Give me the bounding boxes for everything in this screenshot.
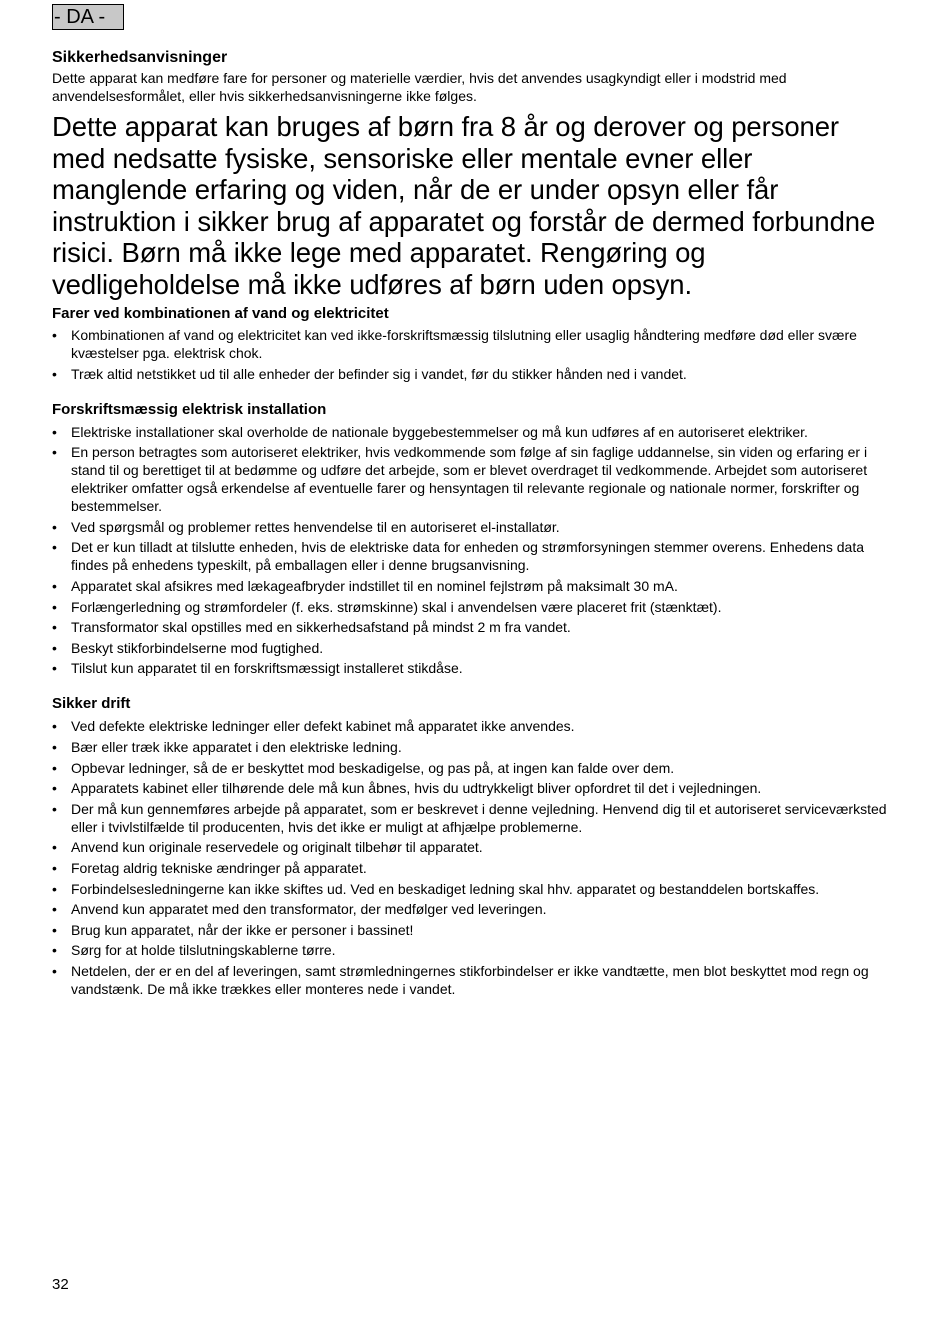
bullet-icon: •	[52, 639, 57, 656]
list-item: • Apparatet skal afsikres med lækageafbryder indstillet til en nominel fejlstrøm på maksimalt 30 mA.	[52, 577, 678, 594]
list-item: • Elektriske installationer skal overholde de nationale byggebestemmelser og må kun udføres af en autoriseret elektriker.	[52, 423, 808, 440]
bullet-icon: •	[52, 619, 57, 636]
bullet-icon: •	[52, 660, 57, 677]
child-safety-warning: Dette apparat kan bruges af børn fra 8 år og derover og personer med nedsatte fysiske, sensoriske eller mentale evner eller manglende erfaring og viden, når de er under opsyn eller får instruktion i sikker brug af apparatet og forstår de dermed forbundne risici. Børn må ikke lege med apparatet. Rengøring og vedligeholdelse må ikke udføres af børn uden opsyn.	[52, 111, 876, 300]
page-number: 32	[52, 1276, 69, 1293]
bullet-icon: •	[52, 738, 57, 755]
bullet-icon: •	[52, 859, 57, 876]
bullet-icon: •	[52, 577, 57, 594]
bullet-icon: •	[52, 800, 57, 817]
intro-paragraph: Dette apparat kan medføre fare for personer og materielle værdier, hvis det anvendes usagkyndigt eller i modstrid med anvendelsesformålet, eller hvis sikkerhedsanvisningerne ikke følges.	[52, 70, 787, 104]
bullet-icon: •	[52, 539, 57, 556]
list-item: • Ved defekte elektriske ledninger eller defekt kabinet må apparatet ikke anvendes.	[52, 718, 575, 735]
section-title: Sikkerhedsanvisninger	[52, 49, 228, 66]
list-item: • Ved spørgsmål og problemer rettes henvendelse til en autoriseret el-installatør.	[52, 518, 560, 535]
list-item: • Bær eller træk ikke apparatet i den elektriske ledning.	[52, 738, 402, 755]
bullet-icon: •	[52, 942, 57, 959]
list-item: • Apparatets kabinet eller tilhørende dele må kun åbnes, hvis du udtrykkeligt bliver opfordret til det i vejledningen.	[52, 780, 762, 797]
bullet-icon: •	[52, 444, 57, 461]
list-item: • Forlængerledning og strømfordeler (f. eks. strømskinne) skal i anvendelsen være placeret frit (stænktæt).	[52, 598, 722, 615]
bullet-icon: •	[52, 423, 57, 440]
bullet-icon: •	[52, 365, 57, 382]
list-item: • Træk altid netstikket ud til alle enheder der befinder sig i vandet, før du stikker hånden ned i vandet.	[52, 365, 687, 382]
list-item: • Der må kun gennemføres arbejde på apparatet, som er beskrevet i denne vejledning. Henvend dig til et autoriseret serviceværksted eller i tvivlstilfælde til producenten, hvis det ikke er muligt at afhjælpe problemerne.	[52, 800, 887, 835]
bullet-icon: •	[52, 598, 57, 615]
section-safe-operation	[52, 694, 892, 998]
list-item: • Foretag aldrig tekniske ændringer på apparatet.	[52, 859, 367, 876]
language-tag: - DA -	[52, 4, 124, 30]
list-item: • Beskyt stikforbindelserne mod fugtighed.	[52, 639, 324, 656]
bullet-icon: •	[52, 780, 57, 797]
document-body	[52, 48, 892, 1000]
list-item: • Det er kun tilladt at tilslutte enheden, hvis de elektriske data for enheden og strømforsyningen stemmer overens. Enhedens data findes på enhedens typeskilt, på emballagen eller i denne brugsanvisning.	[52, 539, 864, 574]
section-heading: Farer ved kombinationen af vand og elektricitet	[52, 305, 389, 322]
section-heading: Forskriftsmæssig elektrisk installation	[52, 400, 327, 418]
bullet-list	[52, 423, 892, 678]
list-item: • Anvend kun apparatet med den transformator, der medfølger ved leveringen.	[52, 901, 547, 918]
bullet-icon: •	[52, 518, 57, 535]
list-item: • Anvend kun originale reservedele og originalt tilbehør til apparatet.	[52, 839, 483, 856]
bullet-icon: •	[52, 759, 57, 776]
list-item: • Sørg for at holde tilslutningskablerne tørre.	[52, 942, 336, 959]
list-item: • Forbindelsesledningerne kan ikke skiftes ud. Ved en beskadiget ledning skal hhv. apparatet og bestanddelen bortskaffes.	[52, 880, 820, 897]
bullet-icon: •	[52, 962, 57, 979]
section-heading: Sikker drift	[52, 695, 131, 713]
list-item: • Netdelen, der er en del af leveringen, samt strømledningernes stikforbindelser er ikke vandtætte, men blot beskyttet mod regn og vandstænk. De må ikke trækkes eller monteres nede i vandet.	[52, 962, 869, 997]
list-item: • Transformator skal opstilles med en sikkerhedsafstand på mindst 2 m fra vandet.	[52, 619, 571, 636]
bullet-list	[52, 717, 892, 998]
bullet-icon: •	[52, 921, 57, 938]
list-item: • Tilslut kun apparatet til en forskriftsmæssigt installeret stikdåse.	[52, 660, 463, 677]
bullet-icon: •	[52, 718, 57, 735]
bullet-icon: •	[52, 901, 57, 918]
bullet-icon: •	[52, 839, 57, 856]
list-item: • Brug kun apparatet, når der ikke er personer i bassinet!	[52, 921, 414, 938]
list-item: • Kombinationen af vand og elektricitet kan ved ikke-forskriftsmæssig tilslutning eller usaglig håndtering medføre død eller svære kvæstelser pga. elektrisk chok.	[52, 327, 857, 361]
list-item: • Opbevar ledninger, så de er beskyttet mod beskadigelse, og pas på, at ingen kan falde over dem.	[52, 759, 675, 776]
section-electrical-installation	[52, 400, 892, 678]
section-water-electricity	[52, 304, 892, 383]
bullet-list	[52, 326, 892, 383]
list-item: • En person betragtes som autoriseret elektriker, hvis vedkommende som følge af sin faglige uddannelse, sin viden og erfaring er i stand til og berettiget til at bedømme og udføre det arbejde, som er blevet overdraget til vedkommende. Arbejdet som autoriseret elektriker omfatter også erkendelse af eventuelle farer og hensyntagen til relevante regionale og nationale normer, forskrifter og bestemmelser.	[52, 444, 868, 515]
bullet-icon: •	[52, 327, 57, 343]
bullet-icon: •	[52, 880, 57, 897]
